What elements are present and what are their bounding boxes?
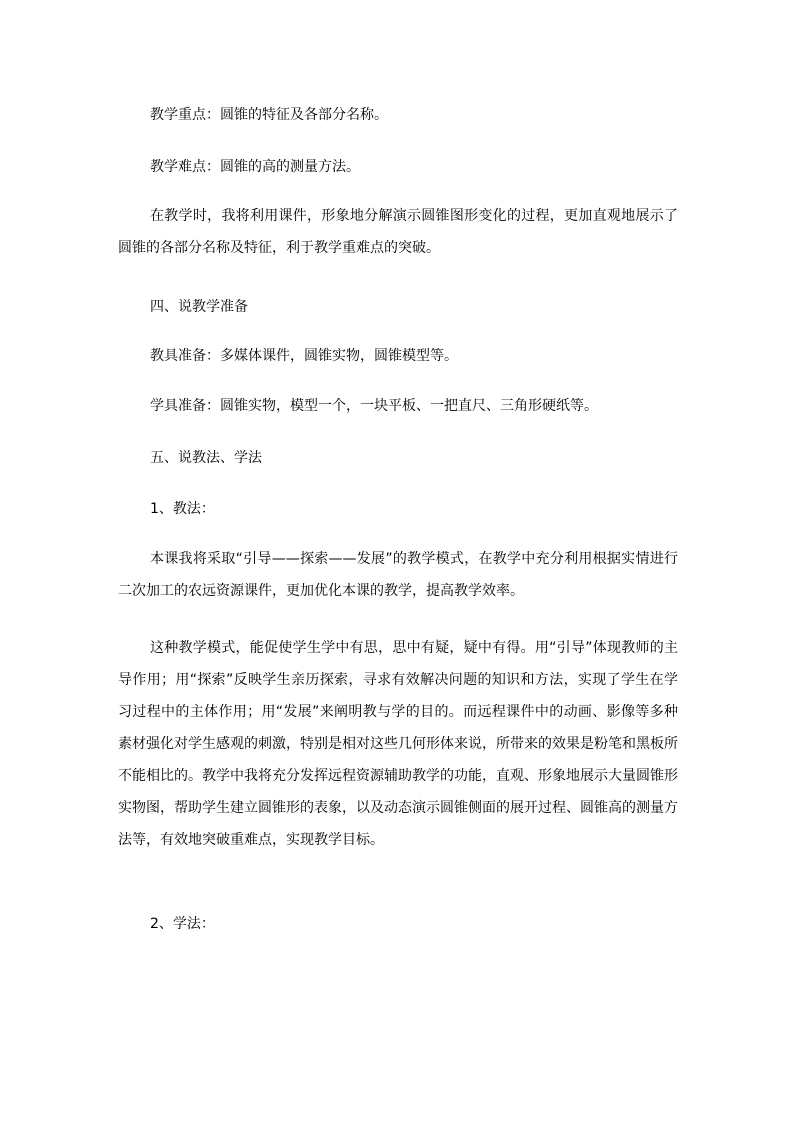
courseware-paragraph: 在教学时，我将利用课件，形象地分解演示圆锥图形变化的过程，更加直观地展示了圆锥的各部分名称及特征，利于教学重难点的突破。: [118, 208, 678, 256]
teaching-mode-detail-paragraph: 这种教学模式，能促使学生学中有思，思中有疑，疑中有得。用“引导”体现教师的主导作用；用“探索”反映学生亲历探索，寻求有效解决问题的知识和方法，实现了学生在学习过程中的主体作用；用“发展”来阐明教与学的目的。而远程课件中的动画、影像等多种素材强化对学生感观的刺激，特别是相对这些几何形体来说，所带来的效果是粉笔和黑板所不能相比的。教学中我将充分发挥远程资源辅助教学的功能，直观、形象地展示大量圆锥形实物图，帮助学生建立圆锥形的表象，以及动态演示圆锥侧面的展开过程、圆锥高的测量方法等，有效地突破重难点，实现教学目标。: [118, 640, 678, 848]
subheading-learning-method: 2、学法：: [150, 916, 215, 932]
section-heading-methods: 五、说教法、学法: [150, 450, 262, 466]
learning-aids-paragraph: 学具准备：圆锥实物，模型一个，一块平板、一把直尺、三角形硬纸等。: [150, 398, 598, 414]
teaching-aids-paragraph: 教具准备：多媒体课件，圆锥实物，圆锥模型等。: [150, 348, 458, 364]
key-point-paragraph: 教学重点：圆锥的特征及各部分名称。: [150, 107, 388, 123]
difficult-point-paragraph: 教学难点：圆锥的高的测量方法。: [150, 159, 360, 175]
teaching-mode-paragraph: 本课我将采取“引导——探索——发展”的教学模式，在教学中充分利用根据实情进行二次加工的农远资源课件，更加优化本课的教学，提高教学效率。: [118, 551, 678, 599]
section-heading-preparation: 四、说教学准备: [150, 299, 248, 315]
subheading-teaching-method: 1、教法：: [150, 501, 215, 517]
